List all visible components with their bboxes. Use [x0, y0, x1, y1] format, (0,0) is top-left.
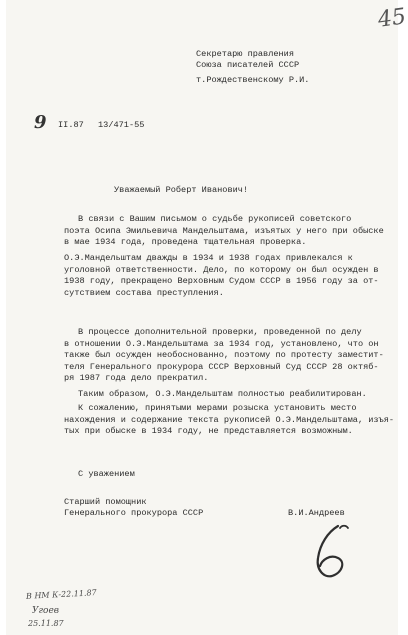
addressee-line: Секретарю правления [196, 49, 294, 59]
page-number: 45 [376, 4, 408, 33]
body-paragraph [64, 403, 395, 438]
archive-note: Угоев [32, 606, 60, 616]
signatory-title: Старший помощник [64, 497, 147, 507]
signatory-name: В.И.Андреев [288, 508, 345, 518]
handwritten-day: 9 [34, 112, 47, 133]
body-line: 1938 году, прекращено Верховным Судом СССР в 1956 году за от- [64, 276, 379, 287]
body-line: поэта Осипа Эмильевича Мандельштама, изъятых у него при обыске [64, 225, 384, 236]
body-line: в мае 1934 года, проведена тщательная проверка. [64, 237, 307, 248]
body-paragraph [64, 389, 384, 401]
body-paragraph [64, 214, 384, 249]
body-line: Таким образом, О.Э.Мандельштам полностью реабилитирован. [78, 389, 367, 399]
body-paragraph [64, 327, 384, 385]
body-paragraph [64, 253, 384, 299]
body-line: ря 1987 года дело прекратил. [64, 373, 209, 384]
body-line: В процессе дополнительной проверки, проведенной по делу [78, 327, 362, 337]
body-line: нахождения и содержание текста рукописей О.Э.Мандельштама, изъя- [64, 414, 395, 425]
body-line: тых при обыске в 1934 году, не представляется возможным. [64, 426, 353, 437]
body-line: также был осужден необоснованно, поэтому по протесту заместит- [64, 350, 384, 361]
reference-number: 13/471-55 [98, 120, 145, 130]
body-line: уголовной ответственности. Дело, по которому он был осужден в [64, 264, 379, 275]
body-line: теля Генерального прокурора СССР Верховный Суд СССР 28 октяб- [64, 361, 379, 372]
archive-note: 25.11.87 [28, 619, 64, 628]
body-line: сутствием состава преступления. [64, 287, 224, 298]
salutation: Уважаемый Роберт Иванович! [114, 185, 249, 195]
archive-note: В НМ К-22.11.87 [25, 588, 97, 601]
closing: С уважением [78, 469, 135, 479]
body-line: В связи с Вашим письмом о судьбе рукописей советского [78, 214, 352, 224]
body-line: в отношении О.Э.Мандельштама за 1934 год, установлено, что он [64, 338, 379, 349]
date-month: II.87 [58, 120, 84, 130]
addressee-line: т.Рождественскому Р.И. [196, 75, 310, 85]
body-line: О.Э.Мандельштам дважды в 1934 и 1938 годах привлекался к [64, 253, 353, 263]
signatory-title: Генерального прокурора СССР [64, 508, 204, 518]
handwritten-signature [306, 522, 356, 584]
addressee-line: Союза писателей СССР [196, 60, 300, 70]
body-line: К сожалению, принятыми мерами розыска установить место [78, 403, 357, 413]
